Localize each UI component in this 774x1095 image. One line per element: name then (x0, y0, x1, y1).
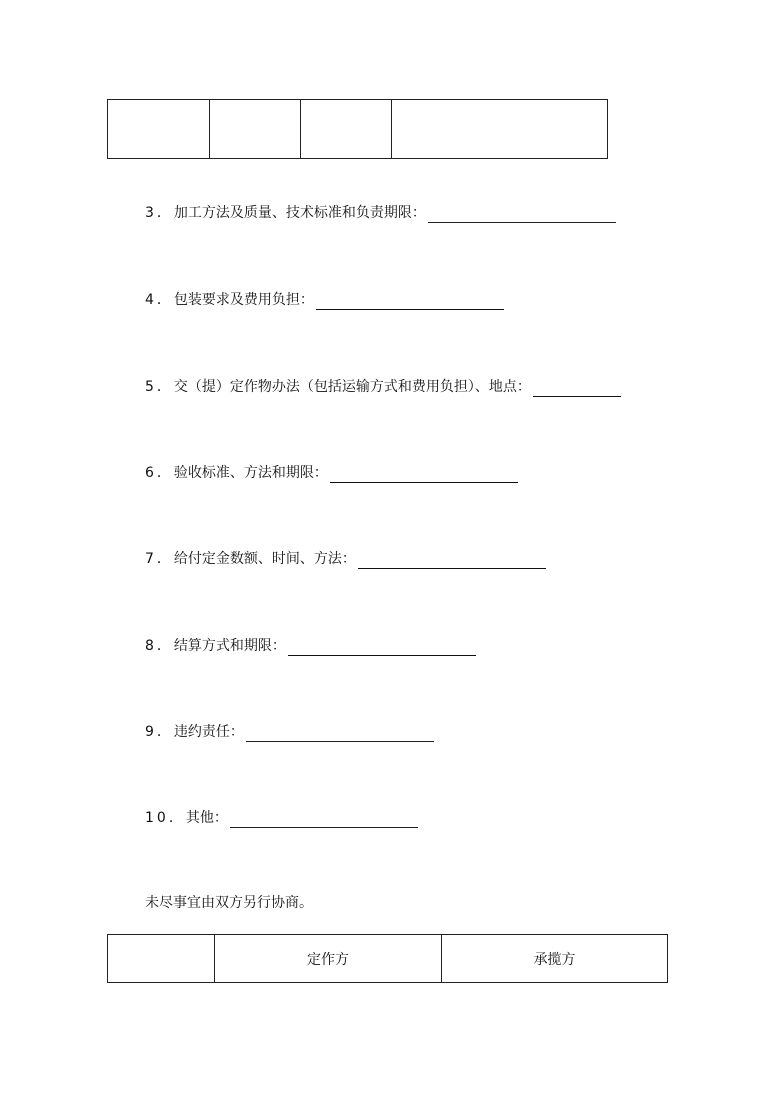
clause-label: 包装要求及费用负担： (173, 292, 314, 308)
fill-in-blank (358, 554, 546, 569)
fill-in-blank (230, 813, 418, 828)
clause-8 (145, 636, 476, 656)
contractor-header: 定作方 (215, 935, 442, 983)
top-table (107, 99, 608, 159)
fill-in-blank (288, 641, 476, 656)
clause-3 (145, 203, 616, 223)
table-row (108, 935, 668, 983)
clause-number: 4． (145, 292, 174, 308)
clause-label: 给付定金数额、时间、方法： (173, 551, 356, 567)
clause-number: 3． (145, 205, 174, 221)
table-row (108, 100, 608, 159)
table-cell (210, 100, 301, 159)
clause-label: 其他： (185, 810, 228, 826)
clause-label: 违约责任： (173, 724, 244, 740)
clause-number: 5． (145, 379, 174, 395)
fill-in-blank (428, 208, 616, 223)
fill-in-blank (246, 727, 434, 742)
clause-number: 6． (145, 465, 174, 481)
table-cell (392, 100, 608, 159)
clause-10 (145, 808, 418, 828)
table-cell (108, 100, 210, 159)
clause-label: 结算方式和期限： (173, 638, 286, 654)
clause-number: 7． (145, 551, 174, 567)
clause-number: 8． (145, 638, 174, 654)
fill-in-blank (316, 295, 504, 310)
fill-in-blank (330, 468, 518, 483)
undertaker-header: 承揽方 (442, 935, 668, 983)
clause-label: 加工方法及质量、技术标准和负责期限： (173, 205, 426, 221)
fill-in-blank (533, 382, 621, 397)
signature-table (107, 934, 668, 983)
signature-blank-cell (108, 935, 215, 983)
clause-number: 10． (145, 810, 186, 826)
clause-label: 交（提）定作物办法（包括运输方式和费用负担）、地点： (173, 379, 531, 395)
clause-7 (145, 549, 546, 569)
clause-5 (145, 377, 621, 397)
clause-9 (145, 722, 434, 742)
table-cell (301, 100, 392, 159)
clause-number: 9． (145, 724, 174, 740)
clause-4 (145, 290, 504, 310)
closing-note: 未尽事宜由双方另行协商。 (145, 895, 313, 911)
clause-6 (145, 463, 518, 483)
clause-label: 验收标准、方法和期限： (173, 465, 328, 481)
